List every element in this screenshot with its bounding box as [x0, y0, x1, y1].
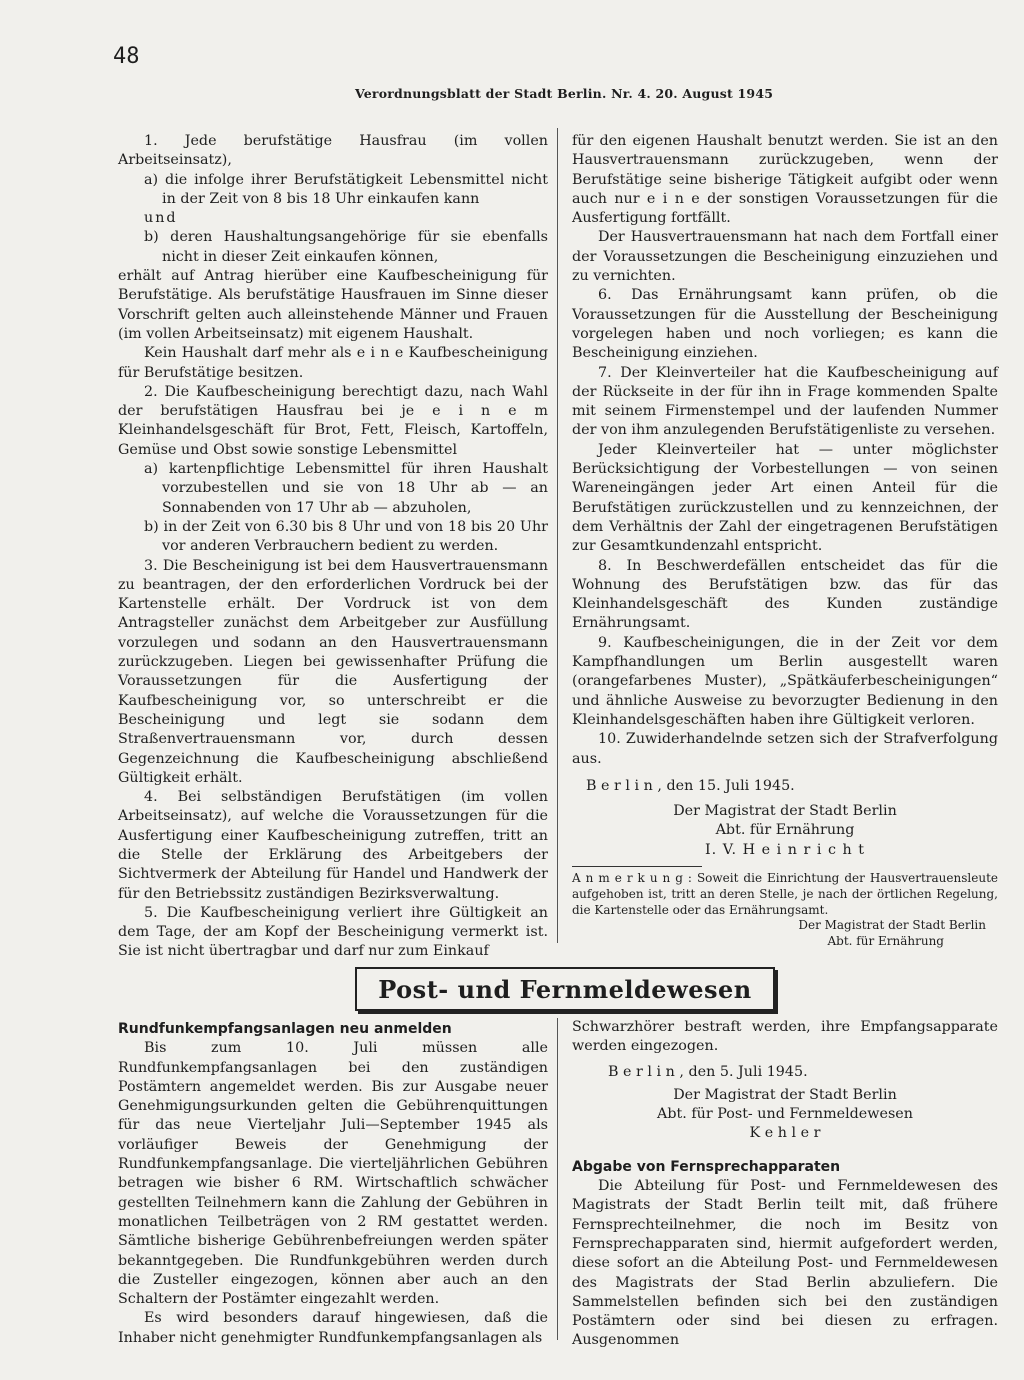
paragraph: 4. Bei selbständigen Berufstätigen (im vollen Arbeitseinsatz), auf welche die Voraussetzungen für die Ausfertigung einer Kaufbescheinigung zutreffen, tritt an die Stelle der Erklärung des Arbeitgebers der Sichtvermerk der Abteilung für Handel und Handwerk der für den Betriebssitz zuständigen Bezirksverwaltung. — [118, 789, 548, 902]
paragraph: Jeder Kleinverteiler hat — unter möglichster Berücksichtigung der Vorbestellungen — von seinen Wareneingängen jeder Art einen Anteil für die Berufstätigen zurückzustellen und zu kennzeichnen, der dem Verhältnis der Zahl der eingetragenen Berufstätigen zur Gesamtkundenzahl entspricht. — [572, 441, 998, 555]
paragraph: a) kartenpflichtige Lebensmittel für ihren Haushalt vorzubestellen und sie von 18 Uhr ab — an Sonnabenden von 17 Uhr ab — abzuholen, — [144, 461, 548, 516]
signature-line: Der Magistrat der Stadt Berlin — [673, 803, 897, 820]
article-heading: Abgabe von Fernsprechapparaten — [572, 1158, 841, 1175]
signature-line: K e h l e r — [749, 1125, 821, 1142]
paragraph: b) in der Zeit von 6.30 bis 8 Uhr und von 18 bis 20 Uhr vor anderen Verbrauchern bedient zu werden. — [144, 518, 548, 555]
paragraph: 8. In Beschwerdefällen entscheidet das für die Wohnung des Berufstätigen bzw. das für das Kleinhandelsgeschäft des Kunden zuständige Ernährungsamt. — [572, 557, 998, 632]
note-signature: Abt. für Ernährung — [827, 934, 944, 949]
column-2 — [572, 132, 998, 950]
column-3 — [118, 1020, 548, 1348]
paragraph: a) die infolge ihrer Berufstätigkeit Lebensmittel nicht in der Zeit von 8 bis 18 Uhr einkaufen kann — [144, 171, 548, 207]
paragraph: 3. Die Bescheinigung ist bei dem Hausvertrauensmann zu beantragen, der den erforderlichen Vordruck bei der Kartenstelle erhält. Der Vordruck ist von dem Antragsteller zunächst dem Arbeitgeber zur Ausfüllung vorzulegen und sodann an den Hausvertrauensmann zurückzugeben. Liegen bei gewissenhafter Prüfung die Voraussetzungen für die Ausfertigung der Kaufbescheinigung vor, so unterschreibt er die Bescheinigung und legt sie sodann dem Straßenvertrauensmann vor, durch dessen Gegenzeichnung die Kaufbescheinigung abschließend Gültigkeit erhält. — [118, 557, 548, 786]
paragraph: 5. Die Kaufbescheinigung verliert ihre Gültigkeit an dem Tage, der am Kopf der Bescheinigung vermerkt ist. Sie ist nicht übertragbar und darf nur zum Einkauf — [118, 904, 548, 960]
signature-line: Abt. für Ernährung — [715, 822, 855, 839]
paragraph: und — [144, 210, 178, 227]
paragraph: 6. Das Ernährungsamt kann prüfen, ob die Voraussetzungen für die Ausstellung der Bescheinigung vorgelegen haben und noch vorliegen; es kann die Bescheinigung einziehen. — [572, 287, 998, 362]
paragraph: Kein Haushalt darf mehr als e i n e Kaufbescheinigung für Berufstätige besitzen. — [118, 345, 548, 381]
page-number: 48 — [113, 44, 140, 69]
column-4 — [572, 1018, 998, 1351]
note-text: A n m e r k u n g : Soweit die Einrichtung der Hausvertrauensleute aufgehoben ist, tritt an deren Stelle, je nach der örtlichen Regelung, die Kartenstelle oder das Ernährungsamt. — [572, 870, 998, 917]
signature-line: I. V. H e i n r i c h t — [704, 841, 866, 858]
paragraph: Es wird besonders darauf hingewiesen, daß die Inhaber nicht genehmigter Rundfunkempfangsanlagen als — [118, 1310, 548, 1346]
paragraph: 1. Jede berufstätige Hausfrau (im vollen Arbeitseinsatz), — [118, 133, 548, 169]
signature-line: Abt. für Post- und Fernmeldewesen — [657, 1106, 913, 1123]
running-head: Verordnungsblatt der Stadt Berlin. Nr. 4. 20. August 1945 — [355, 86, 774, 101]
column-rule-bottom — [557, 1018, 558, 1340]
paragraph: b) deren Haushaltungsangehörige für sie ebenfalls nicht in dieser Zeit einkaufen können, — [144, 229, 548, 265]
paragraph: Schwarzhörer bestraft werden, ihre Empfangsapparate werden eingezogen. — [572, 1019, 998, 1055]
paragraph: Der Hausvertrauensmann hat nach dem Fortfall einer der Voraussetzungen die Bescheinigung einzuziehen und zu vernichten. — [572, 229, 998, 285]
paragraph: 10. Zuwiderhandelnde setzen sich der Strafverfolgung aus. — [572, 731, 998, 767]
column-rule-top — [557, 128, 558, 943]
paragraph: Die Abteilung für Post- und Fernmeldewesen des Magistrats der Stadt Berlin teilt mit, daß frühere Fernsprechteilnehmer, die noch im Besitz von Fernsprechapparaten sind, hiermit aufgefordert werden, diese sofort an die Abteilung Post- und Fernmeldewesen des Magistrats der Stad Berlin abzuliefern. Die Sammelstellen befinden sich bei den zuständigen Postämtern oder sind bei diesen zu erfragen. Ausgenommen — [572, 1178, 998, 1349]
column-1 — [118, 132, 548, 962]
note-signature: Der Magistrat der Stadt Berlin — [798, 918, 986, 933]
paragraph: Bis zum 10. Juli müssen alle Rundfunkempfangsanlagen bei den zuständigen Postämtern angemeldet werden. Bis zur Ausgabe neuer Genehmigungsurkunden gelten die Gebührenquittungen für das neue Vierteljahr Juli—September 1945 als vorläufiger Beweis der Genehmigung der Rundfunkempfangsanlage. Die vierteljährlichen Gebühren betragen wie bisher 6 RM. Wirtschaftlich schwächer gestellten Teilnehmern kann die Zahlung der Gebühren in monatlichen Teilbeträgen von 2 RM gestattet werden. Sämtliche bisherige Gebührenbefreiungen werden später bekanntgegeben. Die Rundfunkgebühren werden durch die Zusteller eingezogen, können aber auch an den Schaltern der Postämter eingezahlt werden. — [118, 1040, 548, 1308]
article-heading: Rundfunkempfangsanlagen neu anmelden — [118, 1021, 452, 1037]
paragraph: 2. Die Kaufbescheinigung berechtigt dazu, nach Wahl der berufstätigen Hausfrau bei je e i n e m Kleinhandelsgeschäft für Brot, Fett, Fleisch, Kartoffeln, Gemüse und Obst sowie sonstige Lebensmittel — [118, 383, 548, 458]
signature-line: Der Magistrat der Stadt Berlin — [673, 1086, 897, 1103]
signature-place-date: B e r l i n , den 15. Juli 1945. — [586, 777, 795, 794]
signature-place-date: B e r l i n , den 5. Juli 1945. — [608, 1063, 808, 1080]
section-header — [355, 967, 775, 1011]
paragraph: für den eigenen Haushalt benutzt werden. Sie ist an den Hausvertrauensmann zurückzugeben, wenn der Berufstätige seine bisherige Tätigkeit aufgibt oder wenn auch nur e i n e der sonstigen Voraussetzungen für die Ausfertigung fortfällt. — [572, 133, 998, 227]
paragraph: erhält auf Antrag hierüber eine Kaufbescheinigung für Berufstätige. Als berufstätige Hausfrauen im Sinne dieser Vorschrift gelten auch alleinstehende Männer und Frauen (im vollen Arbeitseinsatz) mit eigenem Haushalt. — [118, 268, 548, 342]
paragraph: 7. Der Kleinverteiler hat die Kaufbescheinigung auf der Rückseite in der für ihn in Frage kommenden Spalte mit seinem Firmenstempel und der laufenden Nummer der von ihm anzulegenden Berufstätigenliste zu versehen. — [572, 364, 998, 439]
paragraph: 9. Kaufbescheinigungen, die in der Zeit vor dem Kampfhandlungen um Berlin ausgestellt waren (orangefarbenes Muster), „Spätkäuferbescheinigungen“ und ähnliche Ausweise zu bevorzugter Bedienung in den Kleinhandelsgeschäften haben ihre Gültigkeit verloren. — [572, 634, 998, 728]
note-rule — [572, 866, 702, 867]
section-title: Post- und Fernmeldewesen — [378, 974, 752, 1004]
